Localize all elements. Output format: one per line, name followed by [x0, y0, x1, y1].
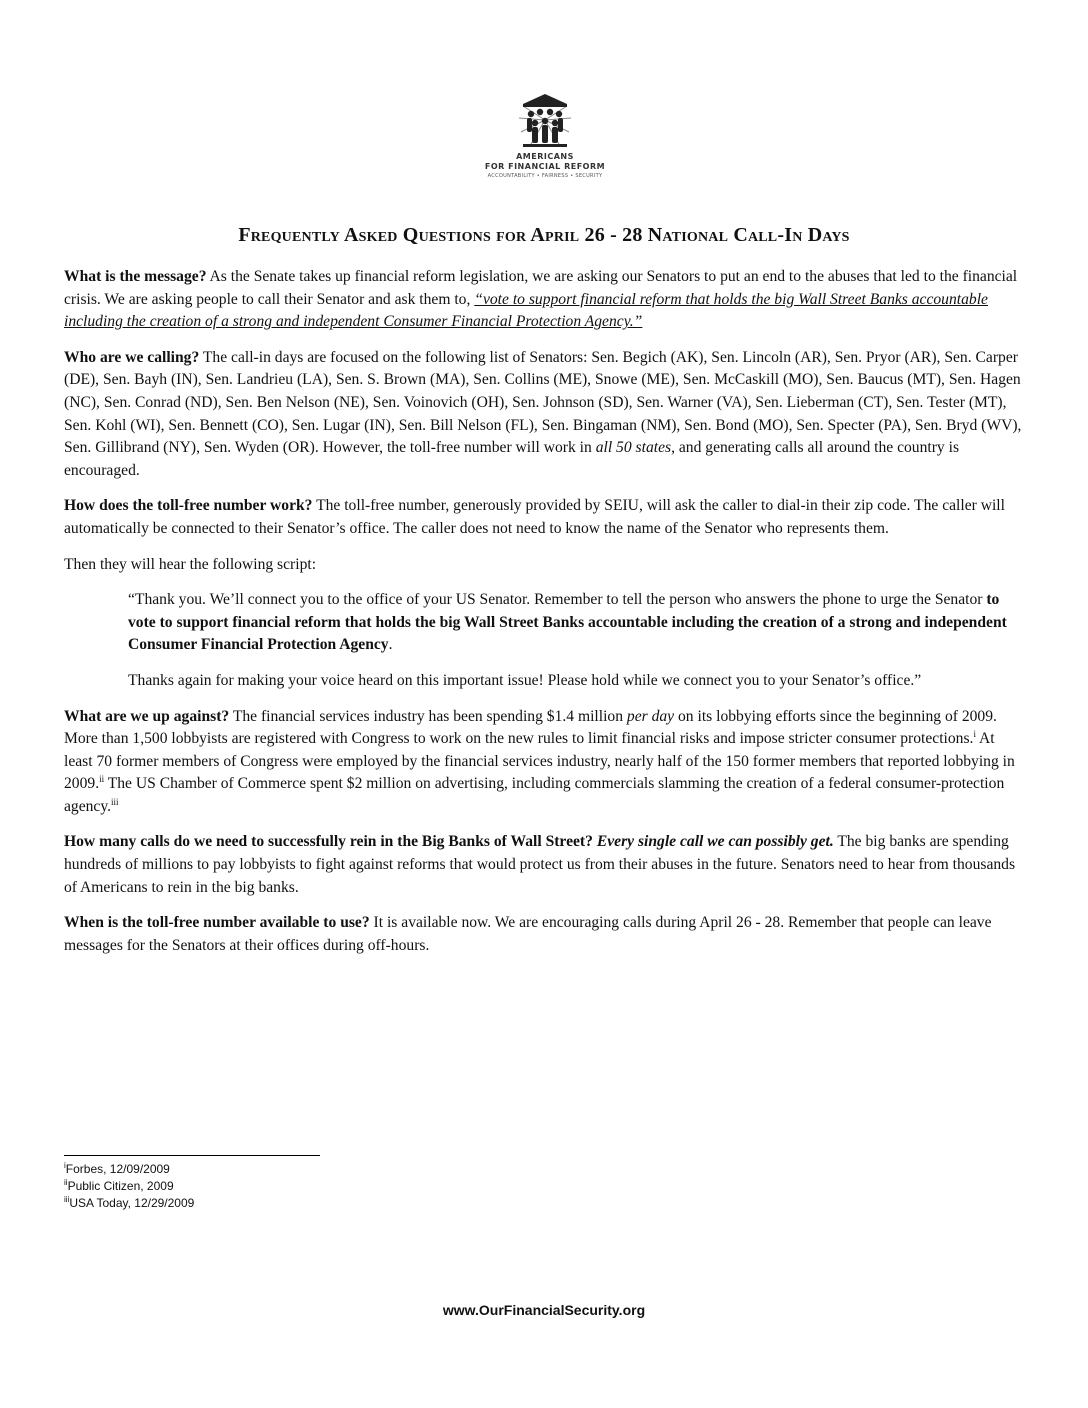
script-p1-bold: to vote to support financial reform that holds the big Wall Street Banks accountable including the creation of a strong and independent Consumer Financial Protection Agency	[128, 591, 1007, 654]
answer-calling-text: The call-in days are focused on the following list of Senators: Sen. Begich (AK), Sen. Lincoln (AR), Sen. Pryor (AR), Sen. Carper (DE), Sen. Bayh (IN), Sen. Landrieu (LA), Sen. S. Brown (MA), Sen. Collins (ME), Snowe (ME), Sen. McCaskill (MO), Sen. Baucus (MT), Sen. Hagen (NC), Sen. Conrad (ND), Sen. Ben Nelson (NE), Sen. Voinovich (OH), Sen. Johnson (SD), Sen. Warner (VA), Sen. Lieberman (CT), Sen. Tester (MT), Sen. Kohl (WI), Sen. Bennett (CO), Sen. Lugar (IN), Sen. Bill Nelson (FL), Sen. Bingaman (NM), Sen. Bond (MO), Sen. Specter (PA), Sen. Bryd (WV), Sen. Gillibrand (NY), Sen. Wyden (OR). However, the toll-free number will work in	[64, 348, 1022, 457]
faq-body	[64, 266, 1024, 970]
footnote-text: Forbes, 12/09/2009	[65, 1162, 170, 1176]
question-message: What is the message?	[64, 268, 207, 285]
footnote-mark: ii	[64, 1178, 68, 1187]
building-people-icon	[515, 92, 575, 150]
answer-against-t1: The financial services industry has been spending $1.4 million	[229, 707, 627, 725]
answer-against-t3: At least 70 former members of Congress were employed by the financial services industry, nearly half of the 150 former members that reported lobbying in 2009.	[64, 730, 1015, 793]
question-howmany: How many calls do we need to successfully rein in the Big Banks of Wall Street?	[64, 833, 593, 851]
footnote-text: USA Today, 12/29/2009	[69, 1196, 195, 1210]
script-intro: Then they will hear the following script:	[64, 555, 317, 573]
answer-calling-italic: all 50 states	[595, 439, 672, 457]
faq-calling	[64, 347, 1024, 483]
question-when: When is the toll-free number available to use?	[64, 914, 370, 932]
faq-howmany	[64, 831, 1024, 899]
logo-name-line2: FOR FINANCIAL REFORM	[484, 162, 606, 171]
logo-tagline: ACCOUNTABILITY • FAIRNESS • SECURITY	[487, 173, 603, 179]
question-tollfree: How does the toll-free number work?	[64, 497, 313, 515]
answer-message-quote: “vote to support financial reform that holds the big Wall Street Banks accountable including the creation of a strong and independent Consumer Financial Protection Agency.”	[64, 290, 988, 331]
footnote-ref-1[interactable]: i	[973, 728, 976, 739]
footnote-text: Public Citizen, 2009	[67, 1179, 174, 1193]
answer-when-text: It is available now. We are encouraging calls during April 26 - 28. Remember that people can leave messages for the Senators at their offices during off-hours.	[64, 914, 992, 954]
footnote-ref-3[interactable]: iii	[111, 796, 119, 807]
footnote-divider	[64, 1155, 320, 1156]
footnote-mark: i	[64, 1161, 66, 1170]
answer-message-text: As the Senate takes up financial reform legislation, we are asking our Senators to put an end to the abuses that led to the financial crisis. We are asking people to call their Senator and ask them to,	[64, 268, 1018, 308]
answer-against-italic: per day	[626, 707, 675, 725]
page-title: Frequently Asked Questions for April 26 - 28 National Call-In Days	[238, 224, 850, 246]
logo-name-line1: AMERICANS	[516, 152, 574, 161]
answer-calling-text2: , and generating calls all around the country is encouraged.	[64, 439, 960, 479]
answer-howmany-text: The big banks are spending hundreds of millions to pay lobbyists to fight against reforms that would protect us from their abuses in the future. Senators need to hear from thousands of Americans to rein in the big banks.	[64, 833, 1016, 896]
question-against: What are we up against?	[64, 707, 230, 725]
answer-against-t4: The US Chamber of Commerce spent $2 million on advertising, including commercials slamming the creation of a federal consumer-protection agency.	[64, 775, 1005, 815]
faq-against	[64, 706, 1024, 819]
answer-howmany-emphasis: Every single call we can possibly get.	[592, 833, 834, 851]
question-calling: Who are we calling?	[64, 348, 200, 366]
script-paragraph-2: Thanks again for making your voice heard on this important issue! Please hold while we connect you to your Senator’s office.”	[128, 671, 922, 689]
faq-tollfree	[64, 495, 1024, 540]
faq-when	[64, 912, 1024, 957]
footnotes	[64, 1161, 194, 1212]
afr-logo	[470, 92, 620, 179]
footnote-item	[64, 1161, 194, 1178]
script-paragraph-1	[128, 589, 1024, 657]
faq-message	[64, 266, 1024, 334]
answer-tollfree-text: The toll-free number, generously provided by SEIU, will ask the caller to dial-in their zip code. The caller will automatically be connected to their Senator’s office. The caller does not need to know the name of the Senator who represents them.	[64, 497, 1005, 537]
logo-name	[470, 152, 620, 172]
footnote-mark: iii	[64, 1195, 70, 1204]
answer-against-t2: on its lobbying efforts since the beginning of 2009. More than 1,500 lobbyists are registered with Congress to work on the new rules to limit financial risks and impose stricter consumer protections.	[64, 707, 997, 748]
footnote-item	[64, 1178, 194, 1195]
footnote-ref-2[interactable]: ii	[99, 774, 105, 785]
script-p1-end: .	[388, 636, 393, 654]
script-p1-start: “Thank you. We’ll connect you to the office of your US Senator. Remember to tell the person who answers the phone to urge the Senator	[128, 591, 987, 609]
website-link[interactable]: www.OurFinancialSecurity.org	[442, 1302, 646, 1318]
footnote-item	[64, 1195, 194, 1212]
